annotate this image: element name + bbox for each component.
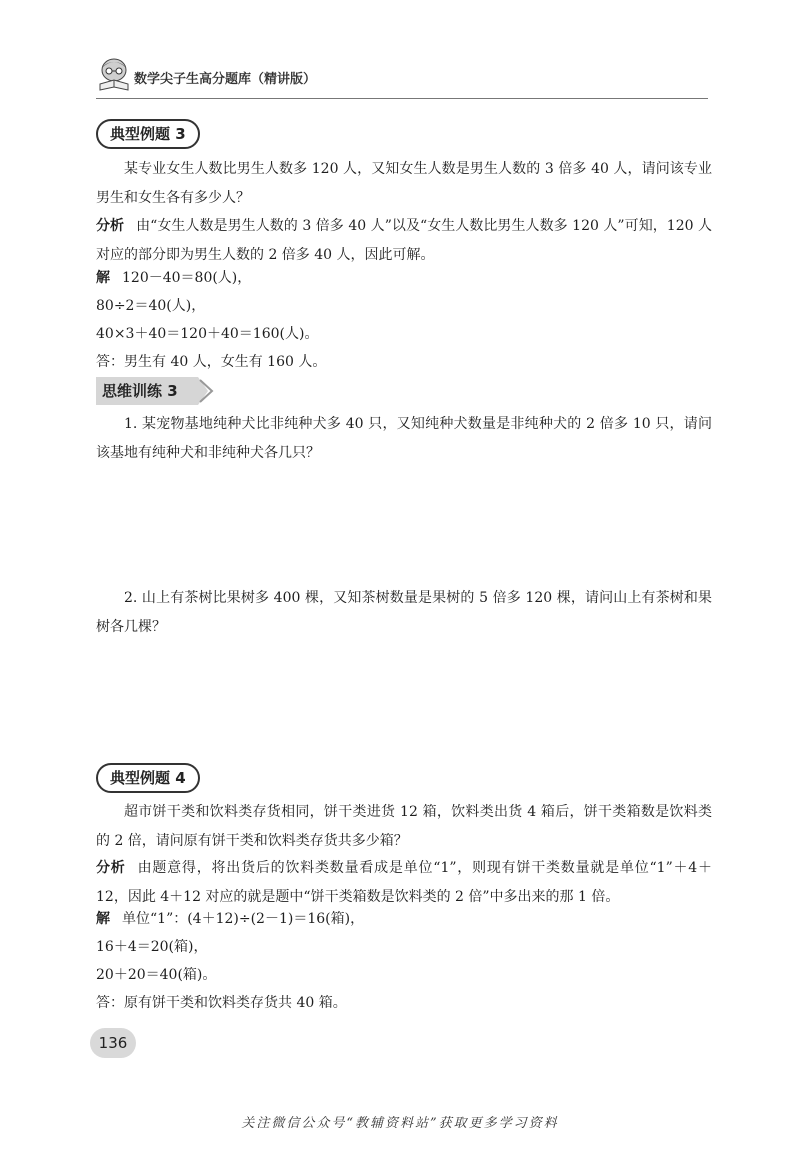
example-4-answer: 答：原有饼干类和饮料类存货共 40 箱。 [96, 995, 347, 1011]
solution-step: 120－40＝80(人)， [122, 270, 252, 286]
book-title: 数学尖子生高分题库（精讲版） [134, 72, 317, 87]
example-3-problem: 某专业女生人数比男生人数多 120 人，又知女生人数是男生人数的 3 倍多 40 人，请问该专业男生和女生各有多少人？ [96, 161, 712, 206]
example-4-solution-line-3: 20＋20＝40(箱)。 [96, 967, 217, 983]
example-4-solution-line-2: 16＋4＝20(箱)， [96, 939, 208, 955]
solution-step: 单位“1”：(4＋12)÷(2－1)＝16(箱)， [122, 911, 365, 927]
example-4-solution-line-1 [96, 907, 364, 931]
example-4-analysis [96, 854, 712, 912]
example-3-solution-line-1 [96, 266, 251, 290]
cartoon-student-reading-icon [96, 56, 132, 92]
example-3-badge: 典型例题 3 [96, 119, 200, 149]
header-rule [96, 98, 708, 99]
example-4-badge: 典型例题 4 [96, 763, 200, 793]
solution-label: 解 [96, 911, 110, 927]
analysis-label: 分析 [96, 218, 125, 234]
footer-watermark: 关注微信公众号“教辅资料站”获取更多学习资料 [241, 1116, 559, 1131]
page-header [96, 56, 356, 96]
example-3-analysis-text: 由“女生人数是男生人数的 3 倍多 40 人”以及“女生人数比男生人数多 120 人”可知，120 人对应的部分即为男生人数的 2 倍多 40 人，因此可解。 [96, 218, 713, 263]
practice-3-question-1: 1. 某宠物基地纯种犬比非纯种犬多 40 只，又知纯种犬数量是非纯种犬的 2 倍多 10 只，请问该基地有纯种犬和非纯种犬各几只？ [96, 416, 712, 461]
example-3-answer: 答：男生有 40 人，女生有 160 人。 [96, 354, 327, 370]
example-4-analysis-text: 由题意得，将出货后的饮料类数量看成是单位“1”，则现有饼干类数量就是单位“1”＋4＋12，因此 4＋12 对应的就是题中“饼干类箱数是饮料类的 2 倍”中多出来的那 1 倍。 [96, 860, 712, 905]
example-4-problem: 超市饼干类和饮料类存货相同，饼干类进货 12 箱，饮料类出货 4 箱后，饼干类箱数是饮料类的 2 倍，请问原有饼干类和饮料类存货共多少箱？ [96, 804, 712, 849]
example-3-analysis [96, 212, 712, 270]
analysis-label: 分析 [96, 860, 126, 876]
page-number: 136 [90, 1028, 136, 1058]
solution-label: 解 [96, 270, 110, 286]
example-3-solution-line-2: 80÷2＝40(人)， [96, 298, 206, 314]
example-3-solution-line-3: 40×3＋40＝120＋40＝160(人)。 [96, 326, 319, 342]
practice-3-label: 思维训练 3 [102, 382, 178, 400]
practice-3-question-2: 2. 山上有茶树比果树多 400 棵，又知茶树数量是果树的 5 倍多 120 棵，请问山上有茶树和果树各几棵？ [96, 590, 712, 635]
